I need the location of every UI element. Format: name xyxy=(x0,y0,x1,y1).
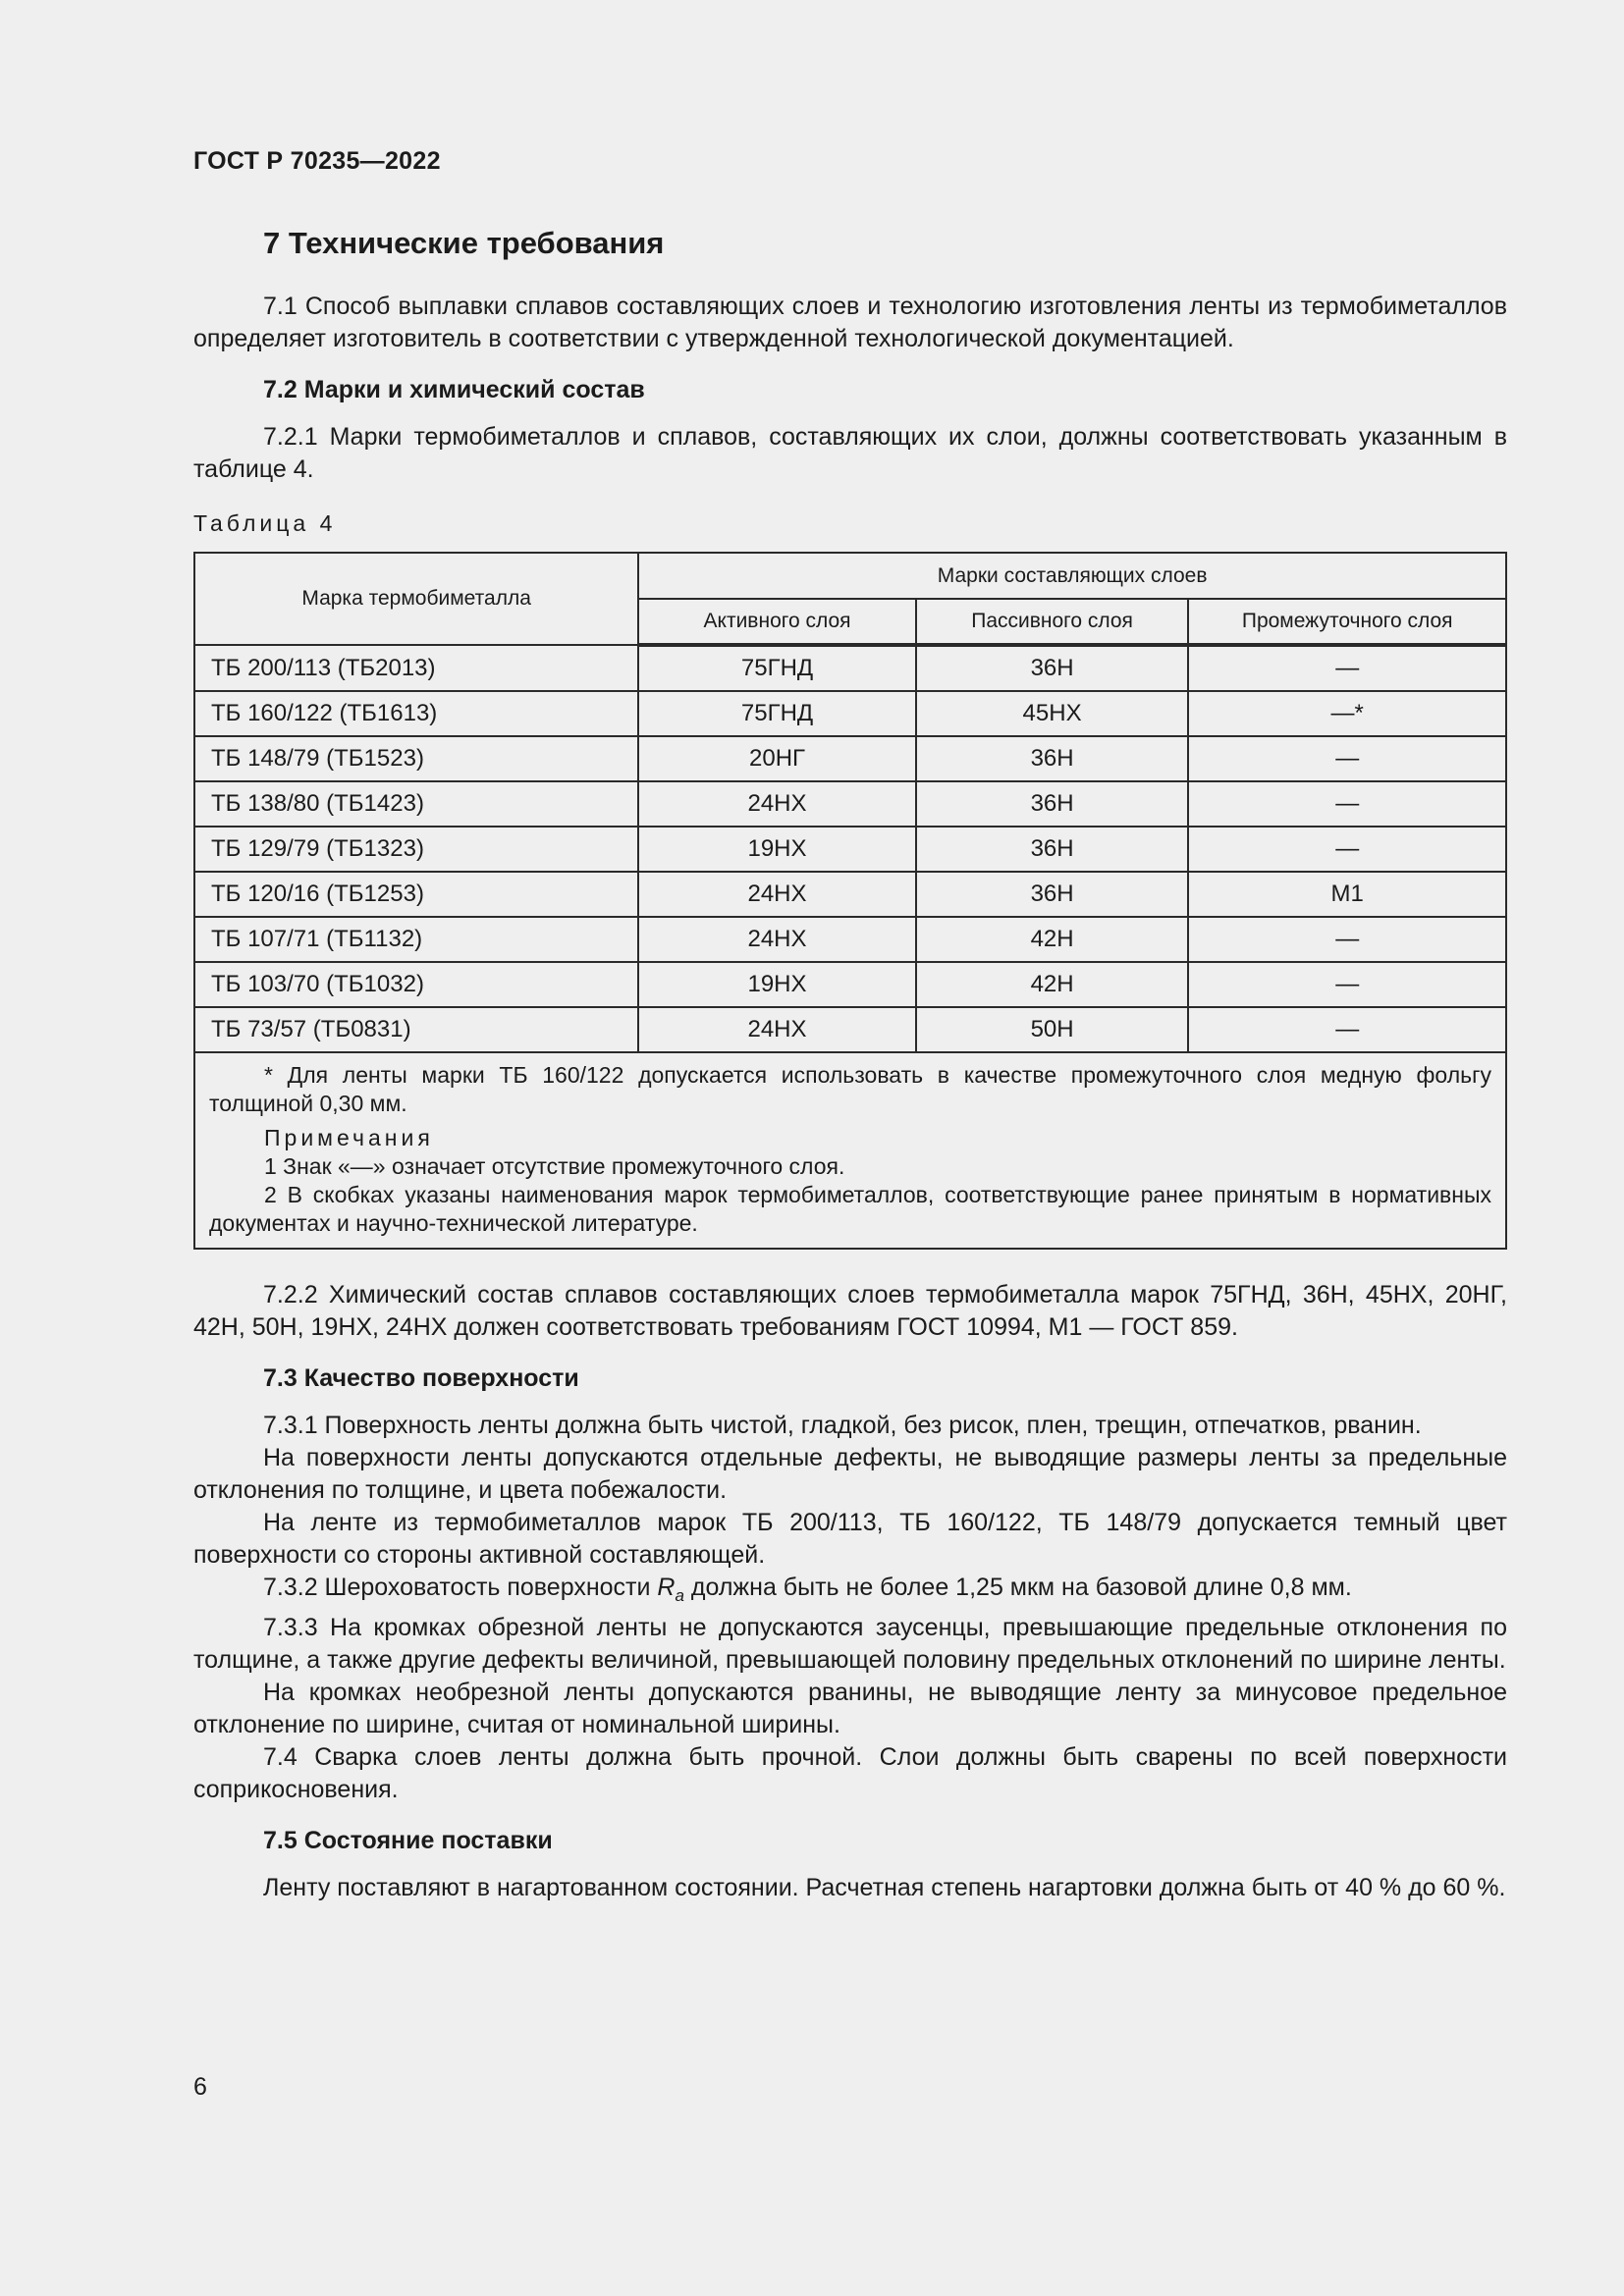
cell-active: 75ГНД xyxy=(638,691,916,736)
table-caption: Таблица 4 xyxy=(193,510,337,536)
cell-mark: ТБ 73/57 (ТБ0831) xyxy=(194,1007,638,1052)
cell-intermediate: — xyxy=(1188,645,1506,691)
notes-title: Примечания xyxy=(264,1125,434,1150)
table-row xyxy=(194,962,1506,1007)
subsection-title-7-3: 7.3 Качество поверхности xyxy=(263,1364,579,1392)
cell-mark: ТБ 148/79 (ТБ1523) xyxy=(194,736,638,781)
cell-passive: 36Н xyxy=(916,736,1189,781)
header-intermediate: Промежуточного слоя xyxy=(1188,599,1506,645)
cell-mark: ТБ 160/122 (ТБ1613) xyxy=(194,691,638,736)
page-content xyxy=(193,224,1507,1904)
cell-intermediate: — xyxy=(1188,827,1506,872)
cell-mark: ТБ 120/16 (ТБ1253) xyxy=(194,872,638,917)
document-header: ГОСТ Р 70235—2022 xyxy=(193,147,441,175)
subsection-title-7-2: 7.2 Марки и химический состав xyxy=(263,376,645,403)
paragraph-7-3-2 xyxy=(193,1572,1507,1612)
subsection-title-7-5: 7.5 Состояние поставки xyxy=(263,1827,553,1854)
cell-active: 24НХ xyxy=(638,781,916,827)
cell-active: 19НХ xyxy=(638,962,916,1007)
roughness-symbol xyxy=(657,1574,684,1605)
cell-active: 75ГНД xyxy=(638,645,916,691)
paragraph-7-3-3: 7.3.3 На кромках обрезной ленты не допускаются заусенцы, превышающие предельные отклонения по толщине, а также другие дефекты величиной, превышающей половину предельных отклонений по ширине ленты. xyxy=(193,1614,1507,1674)
cell-intermediate: — xyxy=(1188,781,1506,827)
paragraph-7-5: Ленту поставляют в нагартованном состоянии. Расчетная степень нагартовки должна быть от 40 % до 60 %. xyxy=(263,1874,1506,1901)
table-note-2: 2 В скобках указаны наименования марок термобиметаллов, соответствующие ранее принятым в нормативных документах и научно-технической литературе. xyxy=(209,1182,1491,1236)
cell-intermediate: — xyxy=(1188,917,1506,962)
cell-passive: 36Н xyxy=(916,827,1189,872)
paragraph-7-3-2-end: должна быть не более 1,25 мкм на базовой длине 0,8 мм. xyxy=(683,1574,1352,1601)
cell-intermediate: — xyxy=(1188,1007,1506,1052)
cell-active: 24НХ xyxy=(638,1007,916,1052)
paragraph-7-3-3b: На кромках необрезной ленты допускаются рванины, не выводящие ленту за минусовое предельное отклонение по ширине, считая от номинальной ширины. xyxy=(193,1679,1507,1738)
cell-intermediate: М1 xyxy=(1188,872,1506,917)
paragraph-7-3-1c: На ленте из термобиметаллов марок ТБ 200/113, ТБ 160/122, ТБ 148/79 допускается темный цвет поверхности со стороны активной составляющей. xyxy=(193,1509,1507,1569)
table-row xyxy=(194,691,1506,736)
cell-intermediate: — xyxy=(1188,736,1506,781)
paragraph-7-2-1: 7.2.1 Марки термобиметаллов и сплавов, составляющих их слои, должны соответствовать указанным в таблице 4. xyxy=(193,423,1507,483)
header-layers-group: Марки составляющих слоев xyxy=(638,553,1506,599)
cell-active: 24НХ xyxy=(638,872,916,917)
paragraph-7-3-2-start: 7.3.2 Шероховатость поверхности xyxy=(263,1574,651,1601)
table-row xyxy=(194,872,1506,917)
section-title: 7 Технические требования xyxy=(263,226,665,260)
header-passive: Пассивного слоя xyxy=(916,599,1189,645)
table-footnotes xyxy=(194,1052,1506,1249)
table-row xyxy=(194,1007,1506,1052)
table-note-1: 1 Знак «—» означает отсутствие промежуточного слоя. xyxy=(264,1153,845,1179)
cell-active: 24НХ xyxy=(638,917,916,962)
cell-mark: ТБ 107/71 (ТБ1132) xyxy=(194,917,638,962)
roughness-letter: R xyxy=(657,1574,676,1601)
table-footnote: * Для ленты марки ТБ 160/122 допускается использовать в качестве промежуточного слоя медную фольгу толщиной 0,30 мм. xyxy=(209,1062,1491,1116)
header-mark: Марка термобиметалла xyxy=(194,553,638,645)
cell-passive: 50Н xyxy=(916,1007,1189,1052)
table-row xyxy=(194,917,1506,962)
cell-intermediate: — xyxy=(1188,962,1506,1007)
cell-intermediate: —* xyxy=(1188,691,1506,736)
table-row xyxy=(194,645,1506,691)
table-row xyxy=(194,827,1506,872)
paragraph-7-2-2: 7.2.2 Химический состав сплавов составляющих слоев термобиметалла марок 75ГНД, 36Н, 45НХ, 20НГ, 42Н, 50Н, 19НХ, 24НХ должен соответствовать требованиям ГОСТ 10994, М1 — ГОСТ 859. xyxy=(193,1281,1507,1341)
cell-passive: 45НХ xyxy=(916,691,1189,736)
cell-mark: ТБ 138/80 (ТБ1423) xyxy=(194,781,638,827)
roughness-subscript: a xyxy=(675,1586,684,1605)
paragraph-7-3-1b: На поверхности ленты допускаются отдельные дефекты, не выводящие размеры ленты за предельные отклонения по толщине, и цвета побежалости. xyxy=(193,1444,1507,1504)
cell-active: 19НХ xyxy=(638,827,916,872)
cell-passive: 36Н xyxy=(916,872,1189,917)
cell-passive: 36Н xyxy=(916,645,1189,691)
paragraph-7-3-1: 7.3.1 Поверхность ленты должна быть чистой, гладкой, без рисок, плен, трещин, отпечатков, рванин. xyxy=(263,1412,1422,1439)
paragraph-7-1: 7.1 Способ выплавки сплавов составляющих слоев и технологию изготовления ленты из термобиметаллов определяет изготовитель в соответствии с утвержденной технологической документацией. xyxy=(193,293,1507,352)
page-number: 6 xyxy=(193,2073,207,2101)
cell-mark: ТБ 200/113 (ТБ2013) xyxy=(194,645,638,691)
cell-passive: 42Н xyxy=(916,962,1189,1007)
cell-mark: ТБ 103/70 (ТБ1032) xyxy=(194,962,638,1007)
table-row xyxy=(194,736,1506,781)
cell-passive: 42Н xyxy=(916,917,1189,962)
paragraph-7-4: 7.4 Сварка слоев ленты должна быть прочной. Слои должны быть сварены по всей поверхности соприкосновения. xyxy=(193,1743,1507,1803)
table-row xyxy=(194,781,1506,827)
marks-table xyxy=(193,552,1507,1250)
header-active: Активного слоя xyxy=(638,599,916,645)
cell-active: 20НГ xyxy=(638,736,916,781)
cell-mark: ТБ 129/79 (ТБ1323) xyxy=(194,827,638,872)
cell-passive: 36Н xyxy=(916,781,1189,827)
